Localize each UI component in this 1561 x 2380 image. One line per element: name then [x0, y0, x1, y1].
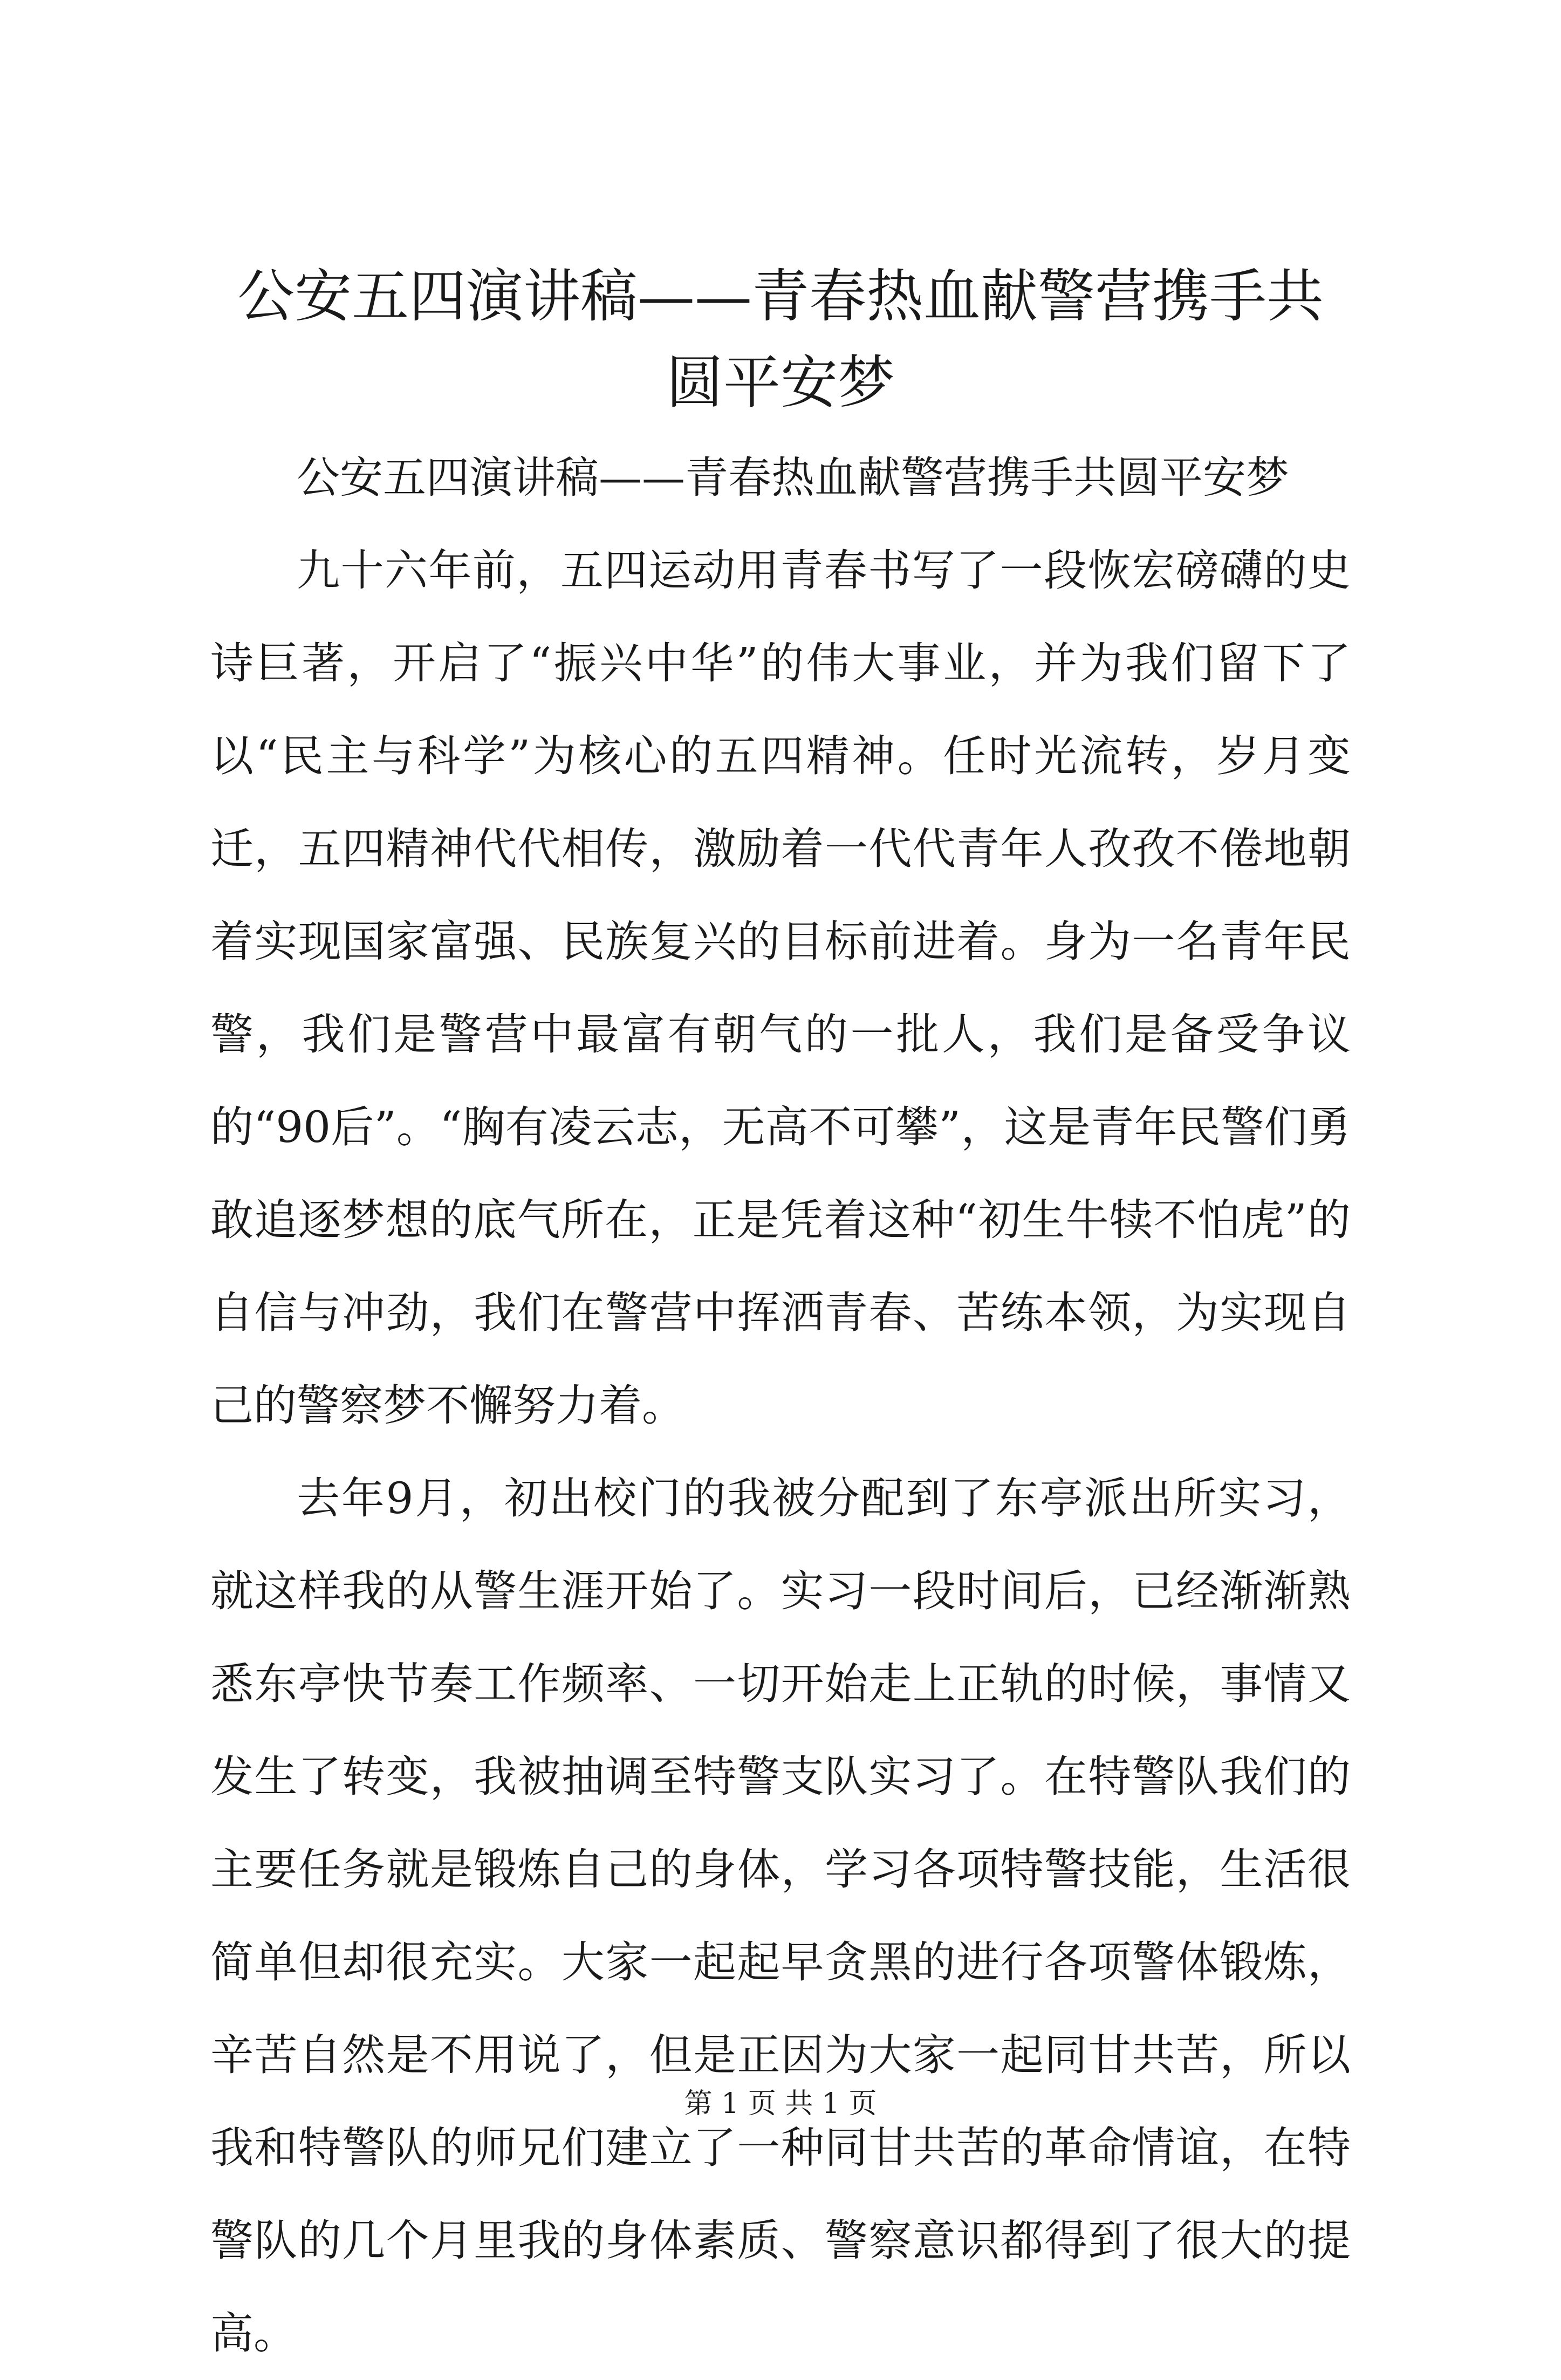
paragraph-subtitle: 公安五四演讲稿——青春热血献警营携手共圆平安梦: [297, 453, 1289, 503]
page-footer: [0, 2082, 1561, 2125]
paragraph-may-fourth-spirit: 九十六年前，五四运动用青春书写了一段恢宏磅礴的史诗巨著，开启了“振兴中华”的伟大事业，并为我们留下了以“民主与科学”为核心的五四精神。任时光流转，岁月变迁，五四精神代代相传，激励着一代代青年人孜孜不倦地朝着实现国家富强、民族复兴的目标前进着。身为一名青年民警，我们是警营中最富有朝气的一批人，我们是备受争议的“90后”。“胸有凌云志，无高不可攀”，这是青年民警们勇敢追逐梦想的底气所在，正是凭着这种“初生牛犊不怕虎”的自信与冲劲，我们在警营中挥洒青春、苦练本领，为实现自己的警察梦不懈努力着。: [210, 545, 1351, 1431]
paragraph-internship: 去年9月，初出校门的我被分配到了东亭派出所实习，就这样我的从警生涯开始了。实习一段时间后，已经渐渐熟悉东亭快节奏工作频率、一切开始走上正轨的时候，事情又发生了转变，我被抽调至特警支队实习了。在特警队我们的主要任务就是锻炼自己的身体，学习各项特警技能，生活很简单但却很充实。大家一起起早贪黑的进行各项警体锻炼，辛苦自然是不用说了，但是正因为大家一起同甘共苦，所以我和特警队的师兄们建立了一种同甘共苦的革命情谊，在特警队的几个月里我的身体素质、警察意识都得到了很大的提高。: [210, 1473, 1351, 2358]
page-number: 第 1 页 共 1 页: [684, 2088, 877, 2120]
document-title: 公安五四演讲稿——青春热血献警营携手共圆平安梦: [237, 263, 1324, 416]
